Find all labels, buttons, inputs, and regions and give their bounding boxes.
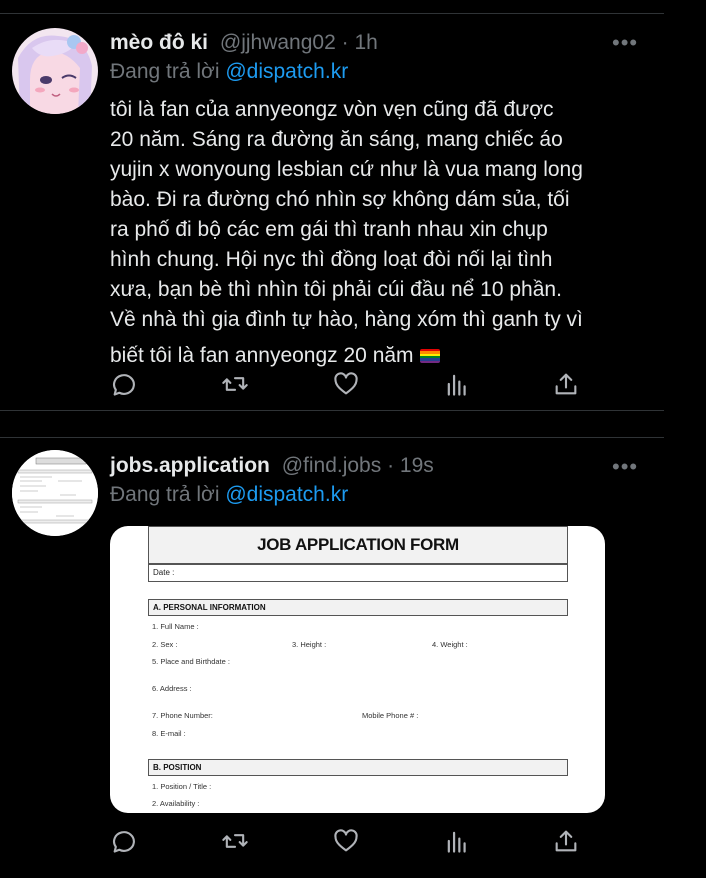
retweet-icon[interactable]: [221, 370, 249, 398]
form-field-mobile: Mobile Phone # :: [362, 711, 419, 720]
tweet-media-image[interactable]: [110, 526, 605, 813]
tweet-1[interactable]: [0, 14, 664, 410]
tweet-text-line: ra phố đi bộ các em gái thì tranh nhau xin chụp: [110, 218, 548, 241]
reply-icon[interactable]: [110, 827, 138, 855]
form-section-a-label: A. PERSONAL INFORMATION: [153, 603, 266, 612]
share-icon[interactable]: [552, 370, 580, 398]
form-date-label: Date :: [153, 568, 175, 577]
tweet-text-line: [110, 341, 650, 371]
form-field-birth: 5. Place and Birthdate :: [152, 657, 230, 666]
timestamp[interactable]: 19s: [399, 454, 434, 477]
form-field-sex: 2. Sex :: [152, 640, 178, 649]
form-field-full-name: 1. Full Name :: [152, 622, 199, 631]
reply-mention-link[interactable]: @dispatch.kr: [225, 60, 349, 83]
reply-mention-link[interactable]: @dispatch.kr: [225, 483, 349, 506]
tweet-header: [110, 31, 378, 55]
tweet-text-line: hình chung. Hội nyc thì đồng loạt đòi nối lại tình: [110, 248, 553, 271]
user-handle[interactable]: @find.jobs: [281, 454, 382, 477]
tweet-text: [110, 95, 650, 371]
tweet-header: [110, 454, 434, 478]
form-section-b-label: B. POSITION: [153, 763, 202, 772]
tweet-actions: [110, 827, 600, 855]
form-field-email: 8. E-mail :: [152, 729, 186, 738]
display-name[interactable]: mèo đô ki: [110, 31, 209, 54]
share-icon[interactable]: [552, 827, 580, 855]
tweet-divider: [0, 410, 664, 411]
form-field-phone: 7. Phone Number:: [152, 711, 213, 720]
form-section-b: [148, 759, 568, 776]
tweet-text-line: 20 năm. Sáng ra đường ăn sáng, mang chiếc áo: [110, 128, 563, 151]
more-options-icon[interactable]: •••: [612, 454, 639, 479]
rainbow-flag-icon: [420, 349, 440, 363]
more-options-icon[interactable]: •••: [612, 30, 639, 55]
display-name[interactable]: jobs.application: [110, 454, 270, 477]
form-title-box: [148, 526, 568, 564]
avatar[interactable]: [12, 28, 98, 114]
reply-prefix: Đang trả lời: [110, 483, 220, 506]
tweet-text-line: tôi là fan của annyeongz vòn vẹn cũng đã được: [110, 98, 554, 121]
reply-context: [110, 60, 348, 84]
tweet-text-line-last: biết tôi là fan annyeongz 20 năm: [110, 344, 414, 367]
reply-context: [110, 483, 348, 507]
tweet-text-line: bào. Đi ra đường chó nhìn sợ không dám sủa, tối: [110, 188, 570, 211]
reply-icon[interactable]: [110, 370, 138, 398]
tweet-2[interactable]: [0, 438, 664, 878]
timestamp[interactable]: 1h: [354, 31, 378, 54]
form-field-position: 1. Position / Title :: [152, 782, 212, 791]
tweet-text-line: yujin x wonyoung lesbian cứ như là vua mang long: [110, 158, 583, 181]
like-icon[interactable]: [332, 827, 360, 855]
form-date-row: [148, 564, 568, 582]
retweet-icon[interactable]: [221, 827, 249, 855]
avatar[interactable]: [12, 450, 98, 536]
tweet-actions: [110, 370, 600, 398]
like-icon[interactable]: [332, 370, 360, 398]
analytics-icon[interactable]: [443, 370, 471, 398]
form-field-weight: 4. Weight :: [432, 640, 468, 649]
tweet-text-line: xưa, bạn bè thì nhìn tôi phải cúi đầu nể 10 phần.: [110, 278, 562, 301]
reply-prefix: Đang trả lời: [110, 60, 220, 83]
form-field-availability: 2. Availability :: [152, 799, 200, 808]
separator-dot: ·: [341, 31, 355, 54]
analytics-icon[interactable]: [443, 827, 471, 855]
user-handle[interactable]: @jjhwang02: [219, 31, 336, 54]
form-section-a: [148, 599, 568, 616]
form-field-height: 3. Height :: [292, 640, 327, 649]
tweet-text-line: Về nhà thì gia đình tự hào, hàng xóm thì ganh ty vì: [110, 308, 583, 331]
form-field-address: 6. Address :: [152, 684, 192, 693]
form-title: JOB APPLICATION FORM: [257, 535, 459, 554]
separator-dot: ·: [387, 454, 400, 477]
